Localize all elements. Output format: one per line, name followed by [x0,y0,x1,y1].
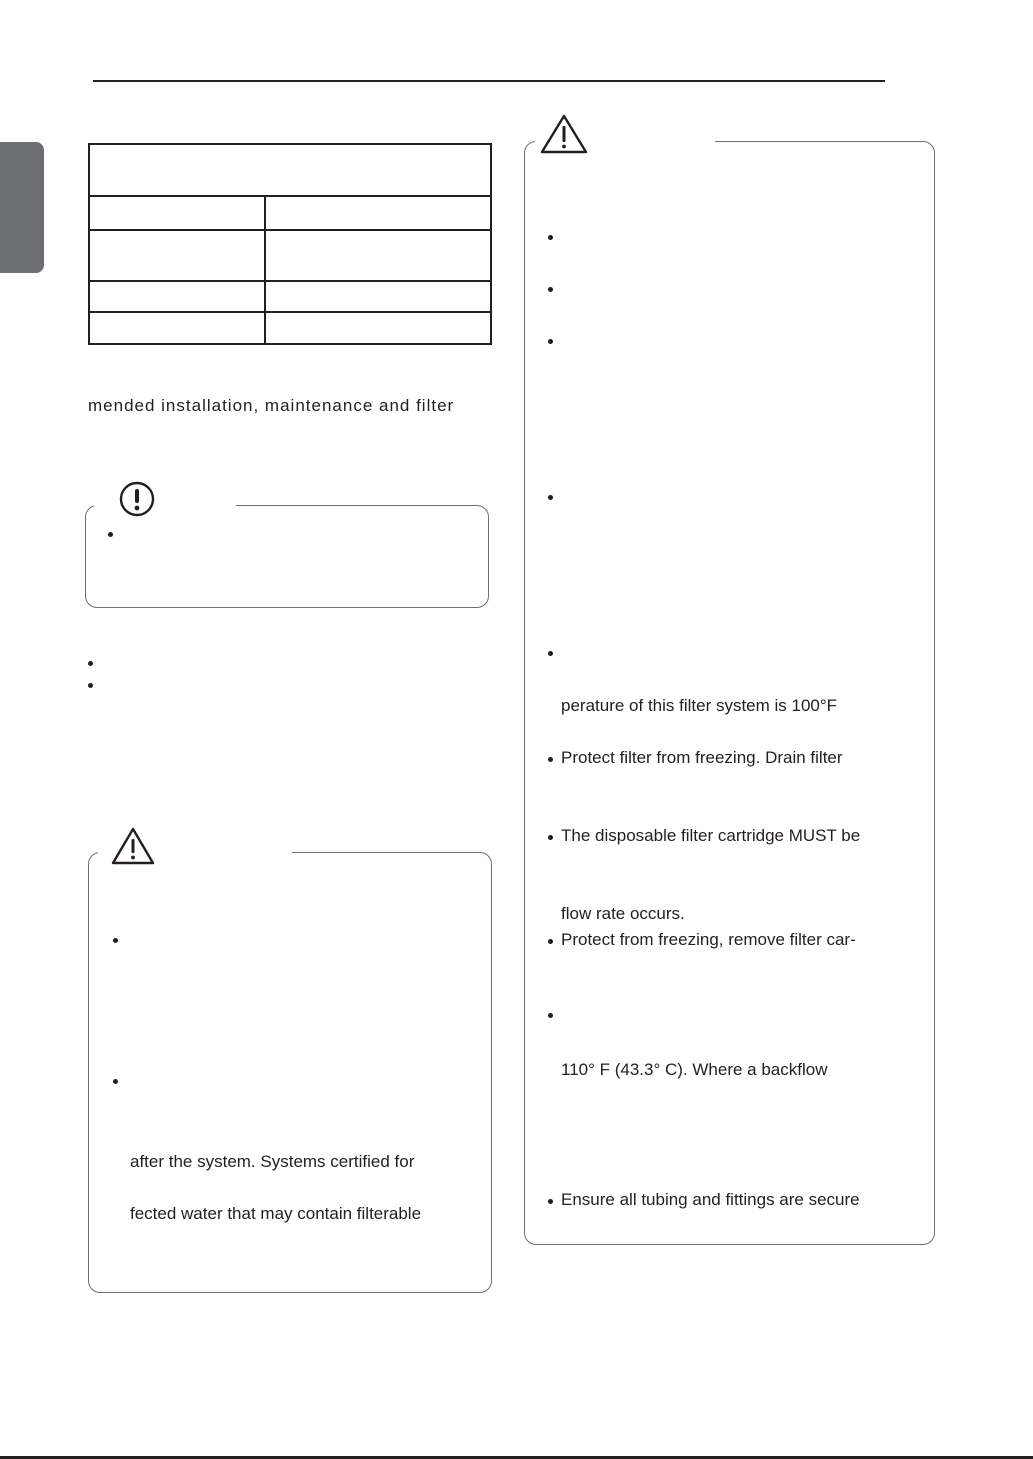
caution-line: perature of this filter system is 100°F [561,696,838,715]
caution-bullet [113,938,118,943]
header-rule [93,80,885,82]
table-row-divider [90,280,490,282]
caution-line: The disposable filter cartridge MUST be [561,826,861,845]
caution-bullet [548,1199,553,1204]
paragraph-fragment: mended installation, maintenance and filter [88,396,455,415]
table-column-divider [264,197,266,345]
caution-bullet [548,835,553,840]
caution-line: Ensure all tubing and fittings are secure [561,1190,860,1209]
list-bullet [88,683,93,688]
specification-table [88,143,492,345]
list-bullet [88,661,93,666]
caution-line: Protect filter from freezing. Drain filter [561,748,843,767]
caution-box-left [88,852,492,1293]
caution-bullet [113,1079,118,1084]
caution-line: Protect from freezing, remove filter car- [561,930,856,949]
caution-bullet [548,757,553,762]
warning-triangle-icon [539,113,589,160]
caution-bullet [548,1013,553,1018]
caution-bullet [548,651,553,656]
exclamation-circle-icon [118,480,156,523]
box-heading-gap [94,502,236,508]
warning-triangle-icon [110,826,156,871]
caution-line: after the system. Systems certified for [130,1152,415,1171]
caution-line: flow rate occurs. [561,904,685,923]
table-row-divider [90,229,490,231]
caution-line: 110° F (43.3° C). Where a backflow [561,1060,828,1079]
note-bullet [108,532,113,537]
caution-bullet [548,235,553,240]
table-row-divider [90,311,490,313]
caution-line: fected water that may contain filterable [130,1204,422,1223]
caution-bullet [548,939,553,944]
caution-bullet [548,339,553,344]
caution-bullet [548,287,553,292]
section-tab [0,142,44,273]
caution-bullet [548,495,553,500]
table-row-divider [90,195,490,197]
